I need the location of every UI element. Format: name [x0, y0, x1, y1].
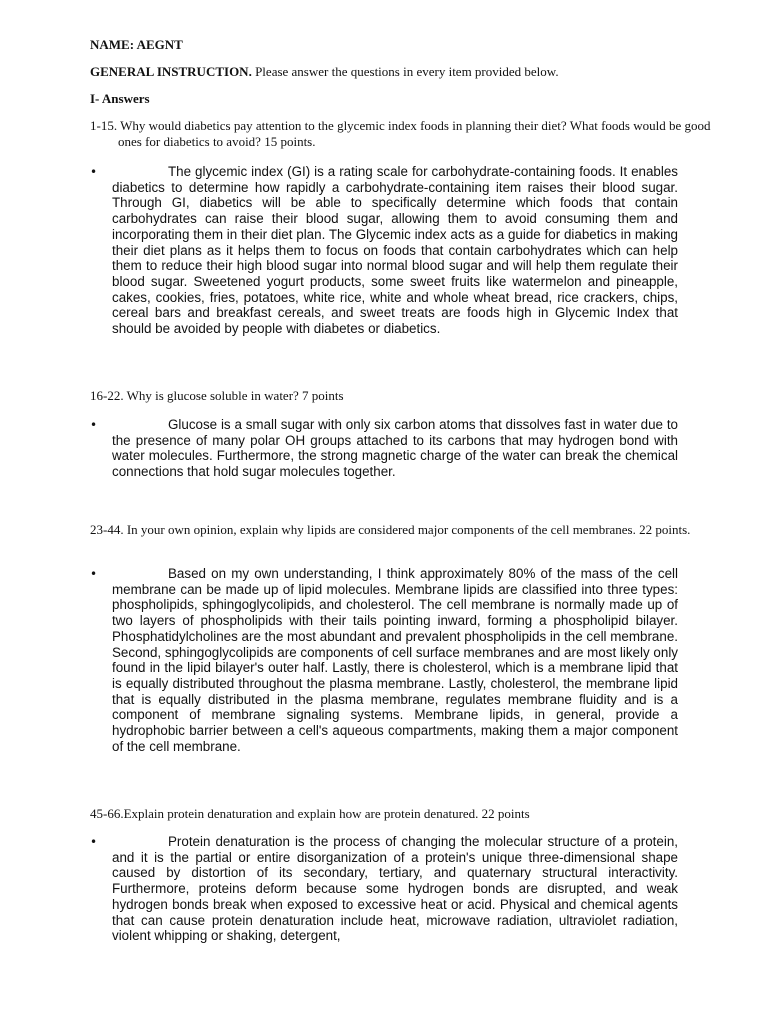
bullet-icon: • [90, 165, 98, 179]
question-45-66: 45-66.Explain protein denaturation and explain how are protein denatured. 22 points [90, 806, 530, 821]
bullet-icon: • [90, 835, 98, 849]
answer-text: Protein denaturation is the process of changing the molecular structure of a protein, and it is the partial or entire disorganization of a protein's unique three-dimensional shape caused by distortion of its secondary, tertiary, and quaternary structural interactivity. Furthermore, proteins deform because some hydrogen bonds are disrupted, and weak hydrogen bonds break when exposed to excessive heat or acid. Physical and chemical agents that can cause protein denaturation include heat, microwave radiation, ultraviolet radiation, violent whipping or shaking, detergent, [112, 834, 678, 944]
question-1-15: 1-15. Why would diabetics pay attention to the glycemic index foods in planning their diet? What foods would be good ones for diabetics to avoid? 15 points. [90, 118, 711, 149]
answer-text: Glucose is a small sugar with only six carbon atoms that dissolves fast in water due to the presence of many polar OH groups attached to its carbons that may hydrogen bond with water molecules. Furthermore, the strong magnetic charge of the water can break the chemical connections that hold sugar molecules together. [112, 417, 678, 480]
answer-text: Based on my own understanding, I think approximately 80% of the mass of the cell membrane can be made up of lipid molecules. Membrane lipids are classified into three types: phospholipids, sphingoglycolipids, and cholesterol. The cell membrane is normally made up of two layers of phospholipids with their tails pointing inward, forming a phospholipid bilayer. Phosphatidylcholines are the most abundant and prevalent phospholipids in the cell membrane. Second, sphingoglycolipids are components of cell surface membranes and are most likely only found in the lipid bilayer's outer half. Lastly, there is cholesterol, which is a membrane lipid that is equally distributed throughout the plasma membrane. Lastly, cholesterol, the membrane lipid that is equally distributed in the plasma membrane, regulates membrane fluidity and is a component of membrane signaling systems. Membrane lipids, in general, provide a hydrophobic barrier between a cell's aqueous compartments, making them a major component of the cell membrane. [112, 566, 678, 754]
general-instruction [90, 64, 559, 80]
question-16-22: 16-22. Why is glucose soluble in water? 7 points [90, 388, 344, 403]
answer-16-22 [90, 417, 678, 480]
answer-1-15 [90, 164, 678, 337]
bullet-icon: • [90, 567, 98, 581]
instruction-label: GENERAL INSTRUCTION. [90, 64, 252, 79]
bullet-icon: • [90, 418, 98, 432]
section-title: I- Answers [90, 91, 150, 106]
answer-45-66 [90, 834, 678, 944]
question-23-44: 23-44. In your own opinion, explain why lipids are considered major components of the cell membranes. 22 points. [90, 522, 691, 537]
answer-text: The glycemic index (GI) is a rating scale for carbohydrate-containing foods. It enables diabetics to determine how rapidly a carbohydrate-containing item raises their blood sugar. Through GI, diabetics will be able to specifically determine which foods that contain carbohydrates can raise their blood sugar, allowing them to avoid consuming them and incorporating them in their diet plan. The Glycemic index acts as a guide for diabetics in making their diet plans as it helps them to focus on foods that contain carbohydrates which can help them to reduce their high blood sugar into normal blood sugar and will help them regulate their blood sugar. Sweetened yogurt products, some sweet fruits like watermelon and pineapple, cakes, cookies, fries, potatoes, white rice, white and whole wheat bread, rice crackers, chips, cereal bars and breakfast cereals, and sweet treats are foods high in Glycemic Index that should be avoided by people with diabetes or diabetics. [112, 164, 678, 337]
answer-23-44 [90, 566, 678, 754]
student-name: NAME: AEGNT [90, 37, 183, 52]
instruction-text: Please answer the questions in every item provided below. [255, 64, 559, 79]
